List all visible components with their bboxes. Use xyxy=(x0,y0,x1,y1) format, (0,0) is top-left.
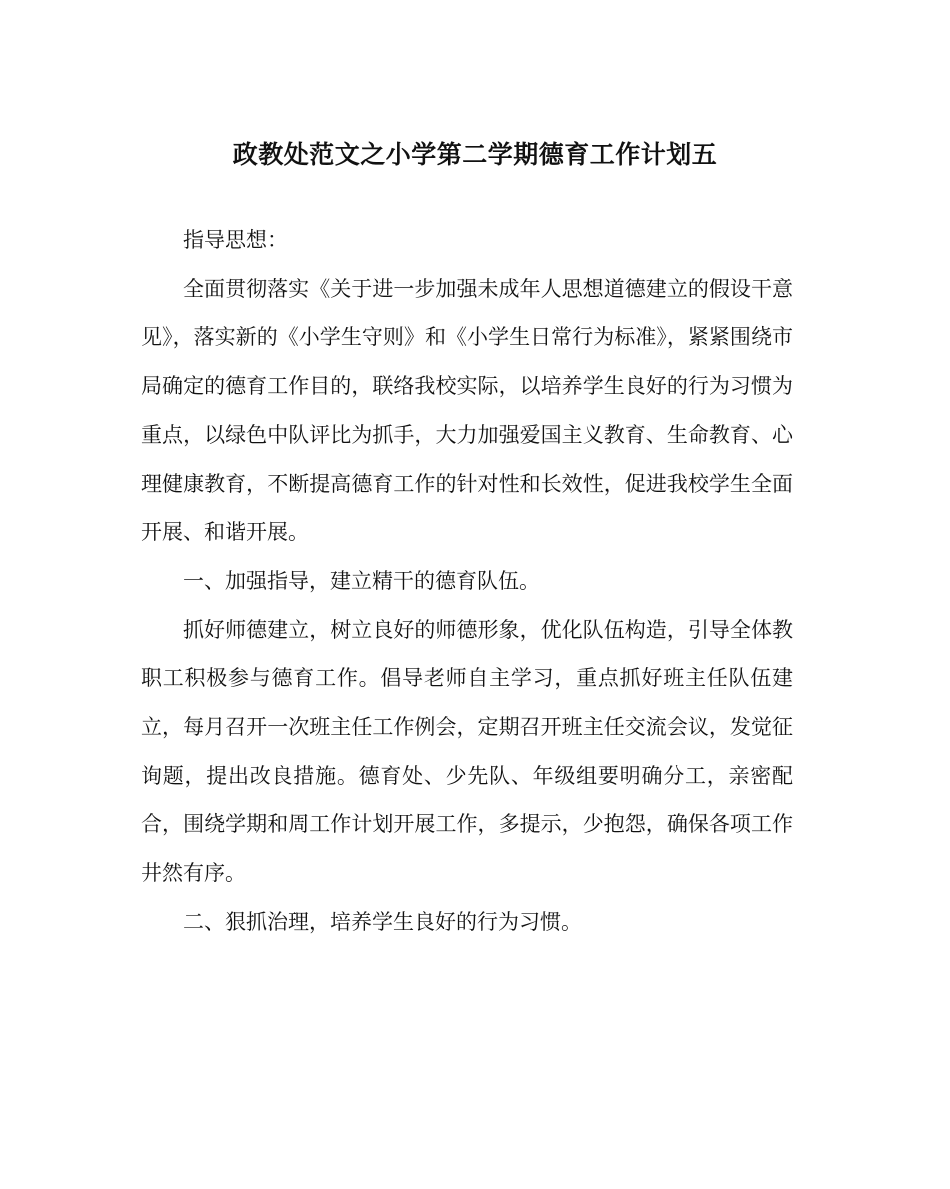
paragraph-section-1-heading: 一、加强指导，建立精干的德育队伍。 xyxy=(183,568,540,593)
document-body xyxy=(141,216,793,947)
paragraph-guiding-thought-body: 全面贯彻落实《关于进一步加强未成年人思想道德建立的假设干意见》，落实新的《小学生守则》和《小学生日常行为标准》，紧紧围绕市局确定的德育工作目的，联络我校实际，以培养学生良好的行为习惯为重点，以绿色中队评比为抓手，大力加强爱国主义教育、生命教育、心理健康教育，不断提高德育工作的针对性和长效性，促进我校学生全面开展、和谐开展。 xyxy=(141,276,793,545)
paragraph-guiding-thought-heading: 指导思想： xyxy=(183,228,288,252)
paragraph-section-2-heading: 二、狠抓治理，培养学生良好的行为习惯。 xyxy=(183,909,582,934)
document-title: 政教处范文之小学第二学期德育工作计划五 xyxy=(232,140,718,169)
paragraph-section-1-body: 抓好师德建立，树立良好的师德形象，优化队伍构造，引导全体教职工积极参与德育工作。倡导老师自主学习，重点抓好班主任队伍建立，每月召开一次班主任工作例会，定期召开班主任交流会议，发觉征询题，提出改良措施。德育处、少先队、年级组要明确分工，亲密配合，围绕学期和周工作计划开展工作，多提示，少抱怨，确保各项工作井然有序。 xyxy=(141,617,793,886)
